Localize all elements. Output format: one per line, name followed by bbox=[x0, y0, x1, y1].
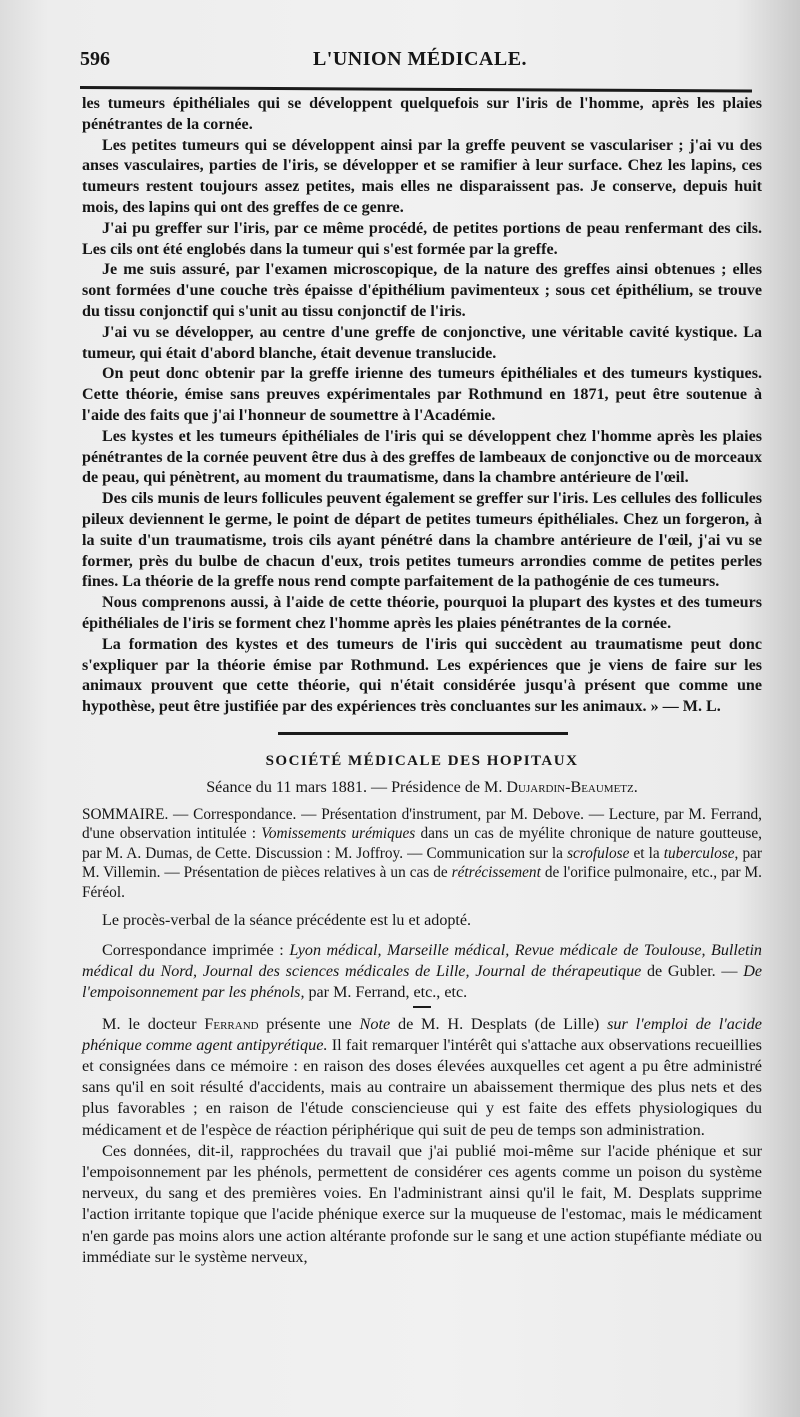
sommaire-label: SOMMAIRE. bbox=[82, 805, 169, 823]
meeting-line bbox=[82, 778, 762, 799]
paragraph: Je me suis assuré, par l'examen microscopique, de la nature des greffes ainsi obtenues ; elles sont formées d'une couche très épaisse d'épithélium pavimenteux ; sous cet épithélium, se trouve du tissu conjonctif qui s'unit au tissu conjonctif de l'iris. bbox=[82, 261, 762, 320]
paragraph: Les petites tumeurs qui se développent ainsi par la greffe peuvent se vasculariser ; j'ai vu des anses vasculaires, parties de l'iris, se développer et se ramifier à leur surface. Chez les lapins, ces tumeurs restent toujours assez petites, mais elles ne disparaissent pas. Je conserve, depuis huit mois, des lapins qui ont des greffes de ce genre. bbox=[82, 136, 762, 216]
ferrand-italic: Note bbox=[359, 1013, 391, 1033]
final-paragraph: Ces données, dit-il, rapprochées du travail que j'ai publié moi-même sur l'acide phénique et sur l'empoisonnement par les phénols, permettent de considérer ces agents comme un poison du système nerveux, du sang et des premières voies. En l'administrant ainsi qu'il le fait, M. Desplats supprime l'action irritante topique que l'acide phénique exerce sur la muqueuse de l'estomac, mais le médicament n'en garde pas moins alors une action altérante profonde sur le sang et une action stupéfiante médiate ou immédiate sur le système nerveux, bbox=[82, 1140, 762, 1266]
paragraph: Des cils munis de leurs follicules peuvent également se greffer sur l'iris. Les cellules des follicules pileux deviennent le germe, le point de départ de petites tumeurs épithéliales. Chez un forgeron, à la suite d'un traumatisme, trois cils ayant pénétré dans la chambre antérieure de l'œil, j'ai vu se former, près du bulbe de chacun d'eux, trois petites tumeurs arrondies comme de petites perles fines. La théorie de la greffe nous rend compte parfaitement de la pathogénie de ces tumeurs. bbox=[82, 490, 762, 591]
sommaire-italic: rétrécissement bbox=[451, 864, 541, 882]
section-rule bbox=[278, 732, 568, 735]
paragraph: Les kystes et les tumeurs épithéliales de l'iris qui se développent chez l'homme après les plaies pénétrantes de la cornée peuvent être dus à des greffes de lambeaux de conjonctive ou de morceaux de peau, qui pénètrent, au moment du traumatisme, dans la chambre antérieure de l'œil. bbox=[82, 427, 762, 487]
article-continuation bbox=[82, 94, 762, 718]
correspondance-text: de Gubler. — bbox=[641, 963, 744, 981]
paragraph: J'ai vu se développer, au centre d'une greffe de conjonctive, une véritable cavité kystique. La tumeur, qui était d'abord blanche, était devenue translucide. bbox=[82, 323, 762, 362]
sommaire-text: dans un cas de myélite chronique de nature goutteuse, par M. A. Dumas, de Cette. Discussion : M. Joffroy. — Communication sur la bbox=[82, 825, 762, 862]
ferrand-text: Il fait remarquer l'intérêt qui s'attache aux observations recueillies et consignées dans ce mémoire : en raison des doses élevées auxquelles cet agent a pu être administré sans qu'il en soit résulté d'accidents, mais au contraire un abaissement thermique des plus nets et des plus favorables ; en raison de l'étude consciencieuse qui y est faite des effets physiologiques du médicament et de l'espèce de réaction périphérique qui suit de peu de temps son administration. bbox=[82, 1034, 763, 1139]
ferrand-italic: sur l'emploi de l'acide phénique comme agent antipyrétique. bbox=[82, 1013, 763, 1054]
sommaire-text: — Correspondance. — Présentation d'instrument, par M. Debove. — Lecture, par M. Ferrand, d'une observation intitulée : bbox=[82, 805, 762, 843]
page-body bbox=[82, 94, 762, 1267]
paragraph: On peut donc obtenir par la greffe irienne des tumeurs épithéliales et des tumeurs kystiques. Cette théorie, émise sans preuves expérimentales par Rothmund en 1871, peut être soutenue à l'aide des faits que j'ai l'honneur de soumettre à l'Académie. bbox=[82, 365, 762, 424]
correspondance-text: par M. Ferrand, etc., etc. bbox=[304, 983, 468, 1001]
ferrand-text: présente une bbox=[258, 1013, 360, 1033]
paragraph: les tumeurs épithéliales qui se développent quelquefois sur l'iris de l'homme, après les plaies pénétrantes de la cornée. bbox=[82, 95, 762, 133]
sommaire-text: de l'orifice pulmonaire, etc., par M. Féréol. bbox=[82, 864, 762, 901]
correspondance-journals: Lyon médical, Marseille médical, Revue médicale de Toulouse, Bulletin médical du Nord, Journal des sciences médicales de Lille, Journal de thérapeutique bbox=[82, 942, 762, 981]
ferrand-paragraph bbox=[82, 1013, 762, 1140]
ferrand-section bbox=[82, 1013, 762, 1267]
sommaire-text: , par M. Villemin. — Présentation de pièces relatives à un cas de bbox=[82, 844, 762, 882]
ferrand-text: de M. H. Desplats (de Lille) bbox=[390, 1013, 608, 1033]
page-number: 596 bbox=[80, 48, 110, 70]
minutes-paragraph: Le procès-verbal de la séance précédente est lu et adopté. bbox=[102, 912, 472, 930]
paragraph: La formation des kystes et des tumeurs de l'iris qui succèdent au traumatisme peut donc s'expliquer par la théorie émise par Rothmund. Les expériences que je viens de faire sur les animaux prouvent que cette théorie, qui n'était considérée jusqu'à présent que comme une hypothèse, peut être justifiée par des expériences très concluantes sur les animaux. » — M. L. bbox=[82, 635, 762, 716]
sommaire-italic: tuberculose bbox=[663, 844, 735, 862]
sommaire-italic: Vomissements urémiques bbox=[261, 825, 416, 843]
header-rule bbox=[80, 86, 752, 93]
correspondance-text: Correspondance imprimée : bbox=[102, 942, 290, 960]
paragraph: J'ai pu greffer sur l'iris, par ce même procédé, de petites portions de peau renfermant des cils. Les cils ont été englobés dans la tumeur qui s'est formée par la greffe. bbox=[82, 219, 762, 258]
meeting-president: Dujardin-Beaumetz. bbox=[506, 778, 638, 796]
separator-dash bbox=[413, 1006, 431, 1008]
correspondance-title: De l'empoisonnement par les phénols, bbox=[82, 963, 762, 1001]
sommaire bbox=[82, 805, 762, 903]
running-head: L'UNION MÉDICALE. bbox=[312, 48, 528, 70]
ferrand-text: M. le docteur bbox=[102, 1013, 205, 1033]
page-header bbox=[80, 44, 760, 78]
paragraph: Nous comprenons aussi, à l'aide de cette théorie, pourquoi la plupart des kystes et des tumeurs épithéliales de l'iris se forment chez l'homme après les plaies pénétrantes de la cornée. bbox=[82, 594, 762, 632]
sommaire-italic: scrofulose bbox=[567, 844, 630, 862]
ferrand-name: Ferrand bbox=[204, 1013, 259, 1033]
sommaire-text: et la bbox=[629, 844, 664, 862]
meeting-date: Séance du 11 mars 1881. — Présidence de M. bbox=[206, 778, 507, 796]
correspondance-paragraph bbox=[82, 941, 762, 1003]
section-title: SOCIÉTÉ MÉDICALE DES HOPITAUX bbox=[265, 752, 579, 769]
